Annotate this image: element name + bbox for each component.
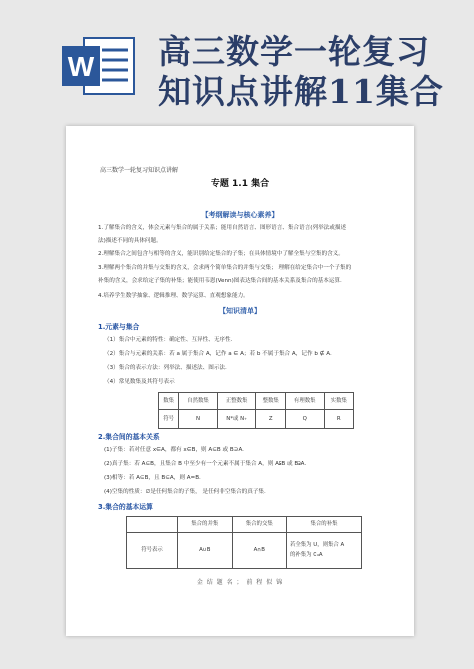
cover-title-line2: 知识点讲解11集合 (158, 72, 444, 111)
list-item: (4)空集的性质：∅是任何集合的子集， 是任何非空集合的真子集. (104, 489, 266, 495)
goal-line: 2.理解集合之间包含与相等的含义，能识别给定集合的子集；在具体情境中了解全集与空集的含义。 (98, 251, 344, 257)
table-cell: N*或 N₊ (217, 410, 256, 429)
heading-elements-and-sets: 1.元素与集合 (98, 323, 140, 331)
table-cell: N (179, 410, 218, 429)
list-item: （4）常见数集及其符号表示 (104, 379, 175, 385)
goal-line: 3.理解两个集合的并集与交集的含义，会求两个简单集合的并集与交集； 理解在给定集合中一个子集的 (98, 265, 352, 271)
running-head: 高三数学一轮复习知识点讲解 (100, 167, 179, 174)
table-cell: A∩B (232, 533, 287, 569)
table-cell: 符号 (159, 410, 179, 429)
goal-line: 补集的含义，会求给定子集的补集；能使用韦恩(Venn)图表达集合间的基本关系及集合的基本运算. (98, 278, 342, 284)
table-header-cell: 整数集 (256, 393, 285, 410)
list-item: (1)子集：若对任意 x∈A，都有 x∈B，则 A⊆B 或 B⊇A. (104, 447, 244, 453)
complement-line: 若全集为 U，则集合 A (290, 542, 345, 549)
complement-line: 的补集为 ∁ᵤA (290, 551, 323, 558)
table-cell: R (324, 410, 353, 429)
table-header-cell (127, 517, 178, 533)
heading-set-relations: 2.集合间的基本关系 (98, 433, 160, 441)
section-heading-knowledge (66, 306, 414, 317)
section-heading-syllabus (66, 210, 414, 221)
list-item: （1）集合中元素的特性：确定性、互异性、无序性. (104, 337, 233, 343)
table-header-cell: 集合的并集 (178, 517, 233, 533)
page-footer: 金 结 题 名 ； 前 程 似 锦 (196, 579, 284, 586)
table-header-cell: 集合的补集 (287, 517, 362, 533)
section-heading-text: 【知识清单】 (219, 306, 261, 315)
list-item: (3)相等：若 A⊆B，且 B⊆A，则 A=B. (104, 475, 201, 481)
document-title: 专题 1.1 集合 (210, 179, 270, 189)
table-cell: A∪B (178, 533, 233, 569)
heading-set-operations: 3.集合的基本运算 (98, 503, 153, 511)
goal-line: 4.培养学生数学抽象、逻辑推理、数学运算、直观想象能力。 (98, 293, 249, 299)
word-document-icon (62, 36, 136, 96)
table-cell (287, 533, 362, 569)
svg-text:W: W (67, 51, 95, 82)
table-cell: 符号表示 (127, 533, 178, 569)
set-operations-table (126, 516, 362, 569)
table-cell: Z (256, 410, 285, 429)
table-cell: Q (285, 410, 324, 429)
section-heading-text: 【考纲解读与核心素养】 (201, 210, 279, 219)
list-item: （3）集合的表示方法：列举法、描述法、图示法. (104, 365, 227, 371)
table-row (159, 393, 354, 410)
list-item: （2）集合与元素的关系：若 a 属于集合 A，记作 a ∈ A；若 b 不属于集合 A，记作 b ∉ A. (104, 351, 332, 357)
table-header-cell: 有理数集 (285, 393, 324, 410)
table-header-cell: 自然数集 (179, 393, 218, 410)
table-header-cell: 正整数集 (217, 393, 256, 410)
table-row (159, 410, 354, 429)
cover-title-line1: 高三数学一轮复习 (158, 32, 430, 71)
table-row (127, 517, 362, 533)
table-header-cell: 实数集 (324, 393, 353, 410)
list-item: (2)真子集：若 A⊆B，且集合 B 中至少有一个元素不属于集合 A，则 A⫋B 或 B⫌A. (104, 461, 307, 467)
goal-line: 法)描述不同的具体问题。 (98, 238, 162, 244)
table-row (127, 533, 362, 569)
table-header-cell: 数集 (159, 393, 179, 410)
number-sets-table (158, 392, 354, 429)
table-header-cell: 集合的交集 (232, 517, 287, 533)
goal-line: 1.了解集合的含义，体会元素与集合的属于关系；能用自然语言、图形语言、集合语言(列举法或描述 (98, 225, 347, 231)
cover-banner (0, 0, 474, 118)
document-page (66, 126, 414, 636)
